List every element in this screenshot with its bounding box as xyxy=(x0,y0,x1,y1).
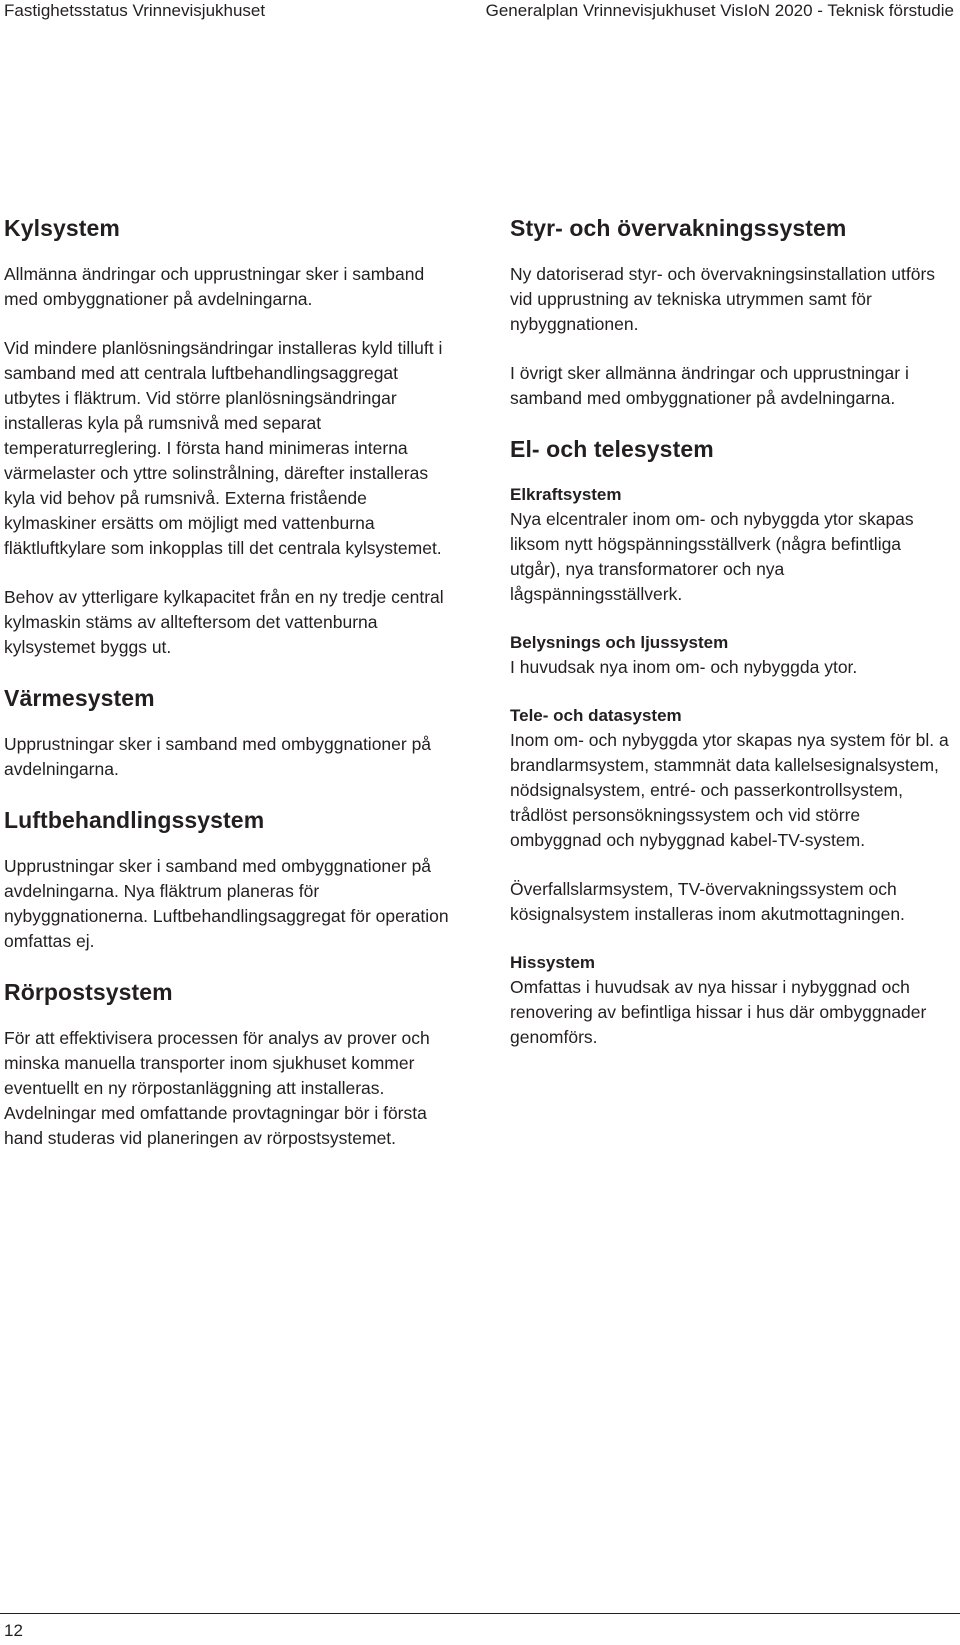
paragraph: I huvudsak nya inom om- och nybyggda ytor. xyxy=(510,657,858,677)
heading-kylsystem: Kylsystem xyxy=(4,215,120,241)
heading-styr-och-overvakningssystem: Styr- och övervakningssystem xyxy=(510,215,847,241)
subsection-tele-och-datasystem xyxy=(510,704,956,853)
paragraph: Omfattas i huvudsak av nya hissar i nybyggnad och renovering av befintliga hissar i hus där ombyggnader genomförs. xyxy=(510,977,927,1047)
paragraph: Allmänna ändringar och upprustningar sker i samband med ombyggnationer på avdelningarna. xyxy=(4,264,425,309)
paragraph: Upprustningar sker i samband med ombyggnationer på avdelningarna. Nya fläktrum planeras för nybyggnationerna. Luftbehandlingsaggregat för operation omfattas ej. xyxy=(4,856,449,951)
subheading-belysning: Belysnings och ljussystem xyxy=(510,633,729,652)
subsection-belysning xyxy=(510,631,956,680)
heading-varmesystem: Värmesystem xyxy=(4,685,155,711)
right-column xyxy=(510,214,956,1074)
section-rorpostsystem xyxy=(4,978,454,1151)
left-column xyxy=(4,214,454,1175)
paragraph: Vid mindere planlösningsändringar installeras kyld tilluft i samband med att centrala luftbehandlingsaggregat utbytes i fläktrum. Vid större planlösningsändringar installeras kyla på rumsnivå med separat temperaturreglering. I första hand minimeras interna värmelaster och yttre solinstrålning, därefter installeras kyla vid behov på rumsnivå. Externa fristående kylmaskiner ersätts om möjligt med vattenburna fläktluftkylare som inkopplas till det centrala kylsystemet. xyxy=(4,338,443,558)
heading-luftbehandlingssystem: Luftbehandlingssystem xyxy=(4,807,265,833)
subsection-elkraftsystem xyxy=(510,483,956,607)
paragraph: Inom om- och nybyggda ytor skapas nya system för bl. a brandlarmsystem, stammnät data kallelsesignalsystem, nödsignalsystem, entré- och passerkontrollsystem, trådlöst personsökningssystem och vid större ombyggnad och nybyggnad kabel-TV-system. xyxy=(510,730,949,850)
subheading-tele-och-datasystem: Tele- och datasystem xyxy=(510,706,682,725)
running-header xyxy=(4,0,960,26)
paragraph: För att effektivisera processen för analys av prover och minska manuella transporter inom sjukhuset kommer eventuellt en ny rörpostanläggning att installeras. Avdelningar med omfattande provtagningar bör i första hand studeras vid planeringen av rörpostsystemet. xyxy=(4,1028,430,1148)
section-luftbehandlingssystem xyxy=(4,806,454,954)
paragraph: Behov av ytterligare kylkapacitet från en ny tredje central kylmaskin stäms av allteftersom det vattenburna kylsystemet byggs ut. xyxy=(4,587,444,657)
header-report-title: Generalplan Vrinnevisjukhuset VisIoN 2020 - Teknisk förstudie xyxy=(485,1,954,20)
footer-divider xyxy=(0,1613,960,1614)
paragraph: Upprustningar sker i samband med ombyggnationer på avdelningarna. xyxy=(4,734,432,779)
subheading-hissystem: Hissystem xyxy=(510,953,596,972)
paragraph: Nya elcentraler inom om- och nybyggda ytor skapas liksom nytt högspänningsställverk (några befintliga utgår), nya transformatorer och nya lågspänningsställverk. xyxy=(510,509,914,604)
section-varmesystem xyxy=(4,684,454,782)
paragraph: Överfallslarmsystem, TV-övervakningssystem och kösignalsystem installeras inom akutmottagningen. xyxy=(510,879,905,924)
page-number: 12 xyxy=(4,1621,23,1640)
heading-el-och-telesystem: El- och telesystem xyxy=(510,436,714,462)
subsection-hissystem xyxy=(510,951,956,1050)
paragraph: Ny datoriserad styr- och övervakningsinstallation utförs vid upprustning av tekniska utrymmen samt för nybyggnationen. xyxy=(510,264,936,334)
subheading-elkraftsystem: Elkraftsystem xyxy=(510,485,622,504)
section-kylsystem xyxy=(4,214,454,660)
section-el-och-telesystem xyxy=(510,435,956,1050)
heading-rorpostsystem: Rörpostsystem xyxy=(4,979,173,1005)
paragraph: I övrigt sker allmänna ändringar och upprustningar i samband med ombyggnationer på avdelningarna. xyxy=(510,363,909,408)
section-styr-och-overvakningssystem xyxy=(510,214,956,411)
header-document-title: Fastighetsstatus Vrinnevisjukhuset xyxy=(4,1,266,20)
